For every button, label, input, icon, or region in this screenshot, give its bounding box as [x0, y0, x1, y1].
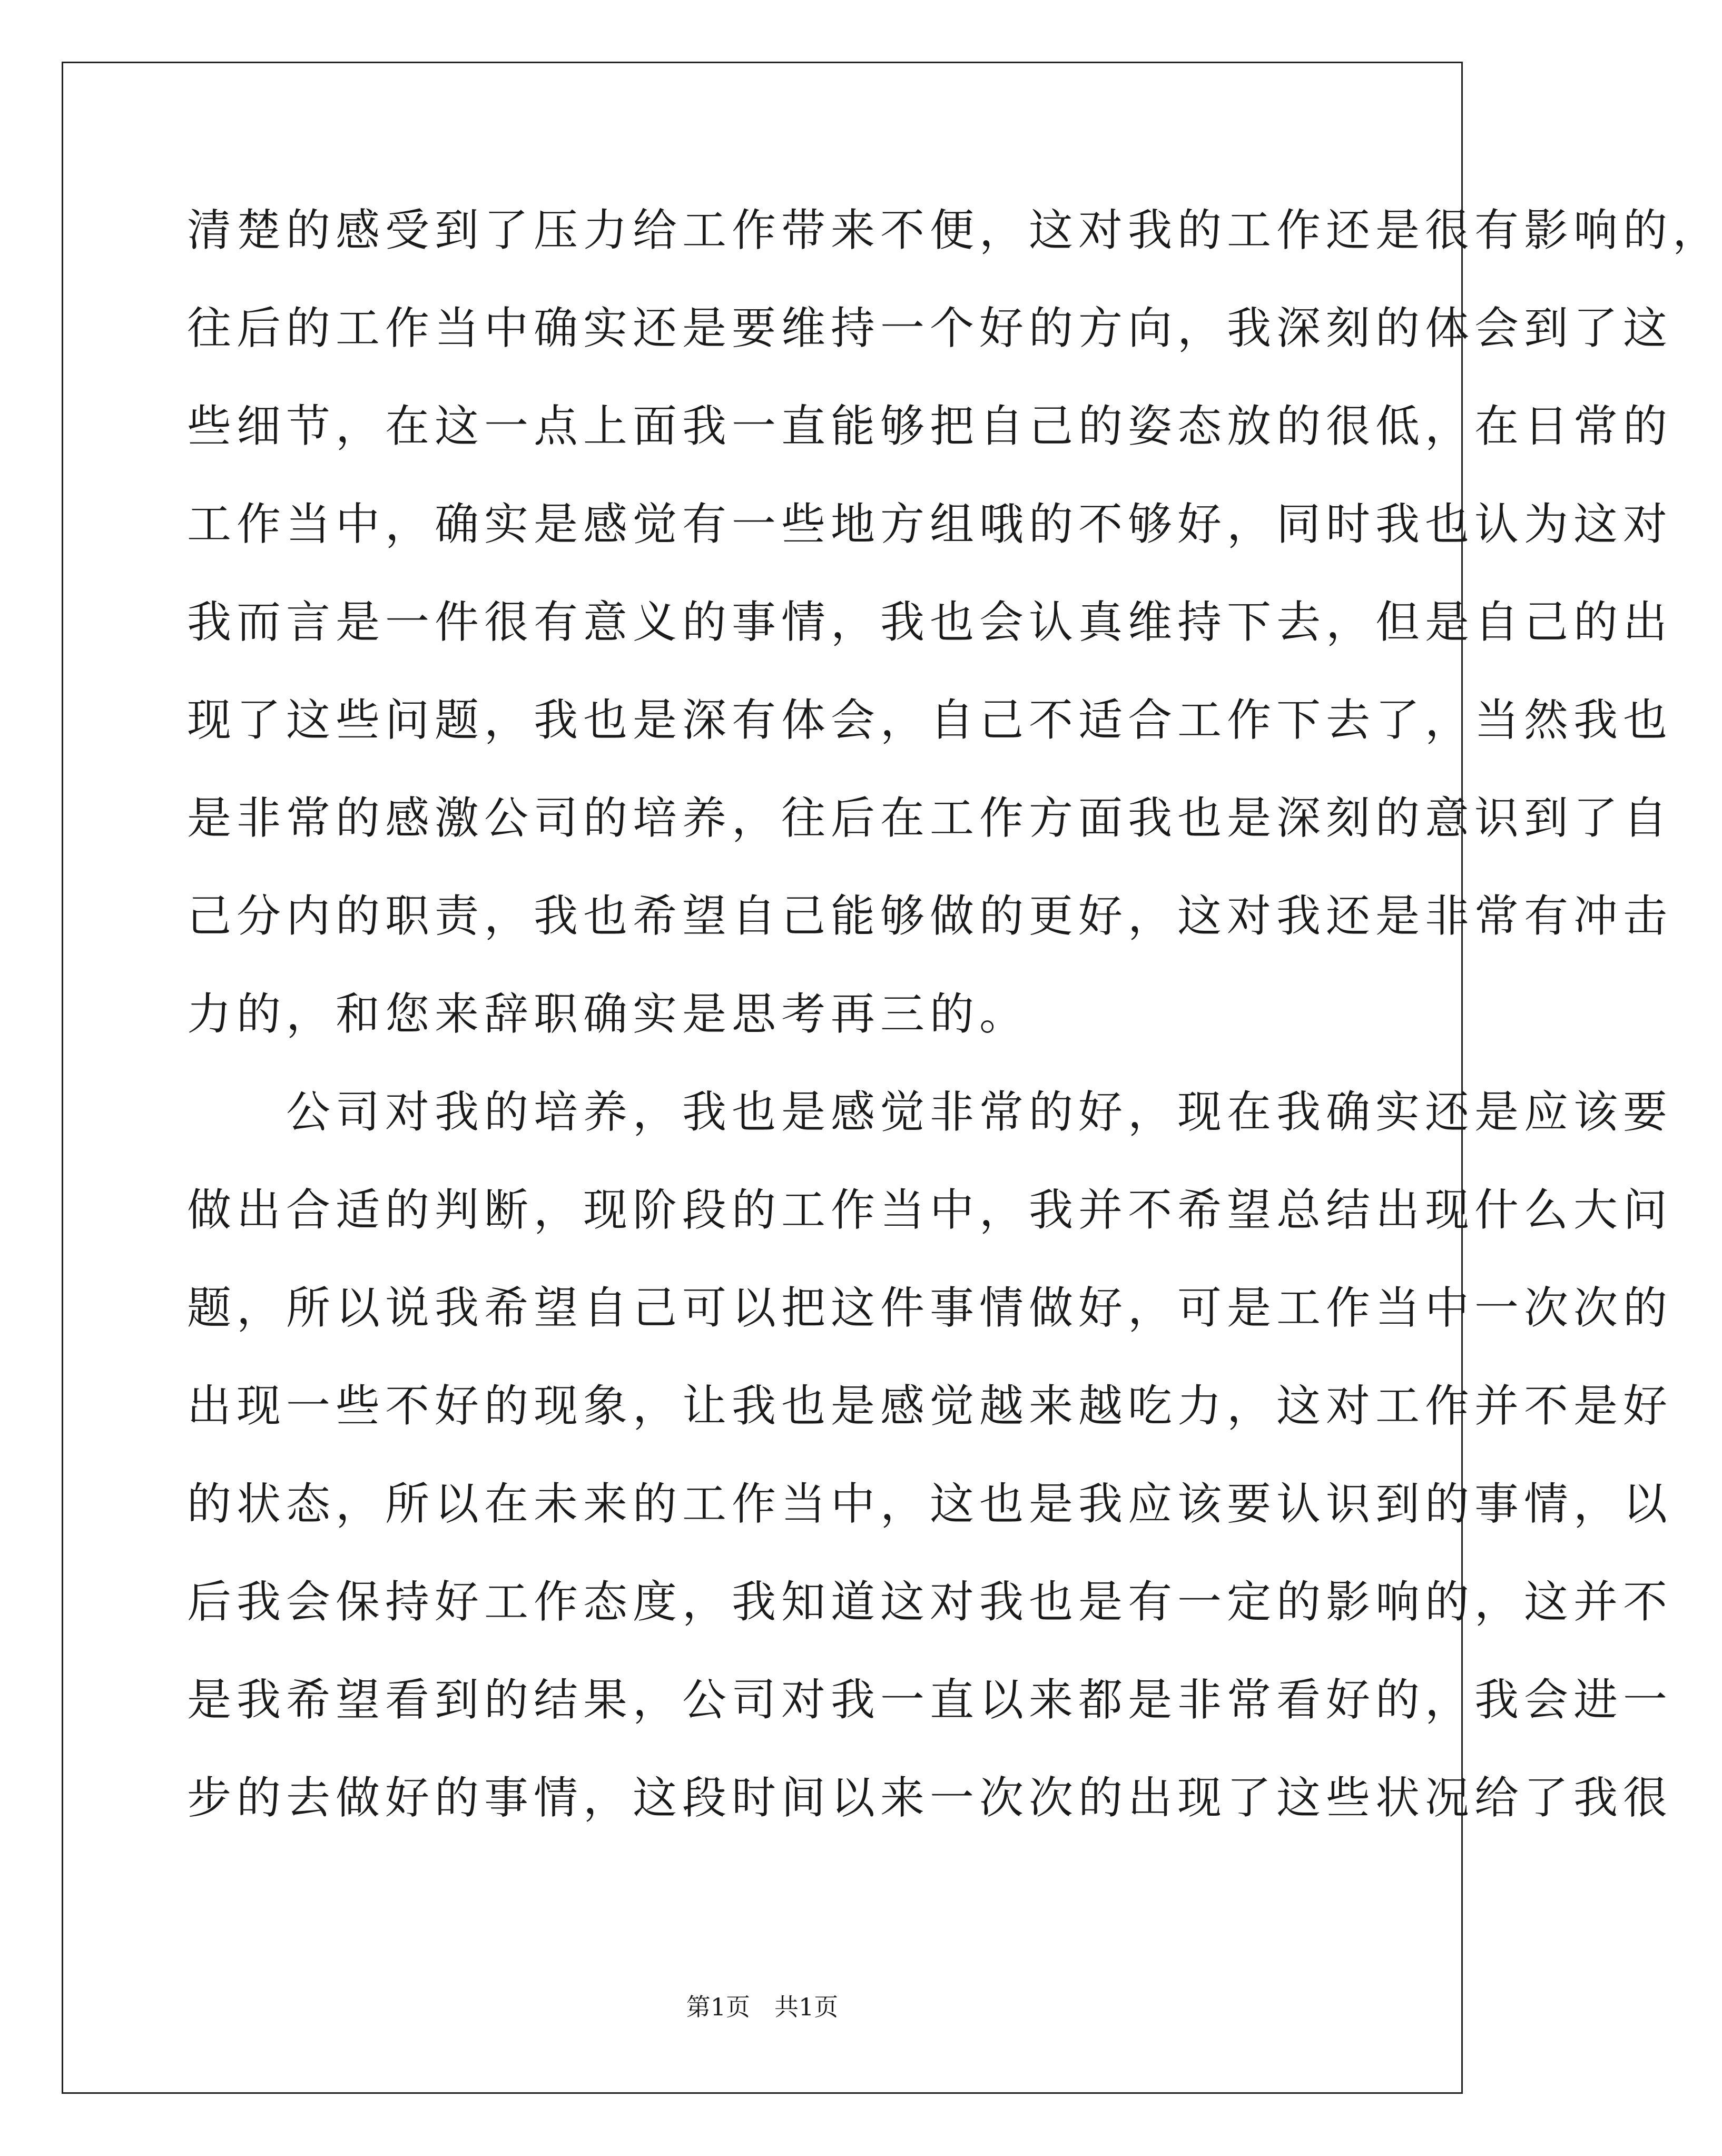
text-line: 力的，和您来辞职确实是思考再三的。 [187, 988, 1029, 1040]
text-line: 步的去做好的事情，这段时间以来一次次的出现了这些状况给了我很 [187, 1772, 1673, 1824]
document-body [187, 204, 1722, 1874]
text-line: 现了这些问题，我也是深有体会，自己不适合工作下去了，当然我也 [187, 694, 1673, 746]
text-line: 清楚的感受到了压力给工作带来不便，这对我的工作还是很有影响的， [187, 204, 1722, 256]
text-line: 后我会保持好工作态度，我知道这对我也是有一定的影响的，这并不 [187, 1576, 1673, 1628]
text-line: 做出合适的判断，现阶段的工作当中，我并不希望总结出现什么大问 [187, 1184, 1673, 1236]
text-line: 己分内的职责，我也希望自己能够做的更好，这对我还是非常有冲击 [187, 890, 1673, 942]
text-line: 些细节，在这一点上面我一直能够把自己的姿态放的很低，在日常的 [187, 400, 1673, 452]
text-line: 是非常的感激公司的培养，往后在工作方面我也是深刻的意识到了自 [187, 792, 1673, 844]
text-line: 工作当中，确实是感觉有一些地方组哦的不够好，同时我也认为这对 [187, 498, 1673, 550]
text-line: 往后的工作当中确实还是要维持一个好的方向，我深刻的体会到了这 [187, 302, 1673, 354]
page-number-footer: 第1页 共1页 [686, 1993, 839, 2021]
text-line: 出现一些不好的现象，让我也是感觉越来越吃力，这对工作并不是好 [187, 1380, 1673, 1432]
text-line: 公司对我的培养，我也是感觉非常的好，现在我确实还是应该要 [187, 1086, 1673, 1138]
text-line: 的状态，所以在未来的工作当中，这也是我应该要认识到的事情，以 [187, 1478, 1673, 1530]
text-line: 我而言是一件很有意义的事情，我也会认真维持下去，但是自己的出 [187, 596, 1673, 648]
text-line: 题，所以说我希望自己可以把这件事情做好，可是工作当中一次次的 [187, 1282, 1673, 1334]
text-line: 是我希望看到的结果，公司对我一直以来都是非常看好的，我会进一 [187, 1674, 1673, 1726]
